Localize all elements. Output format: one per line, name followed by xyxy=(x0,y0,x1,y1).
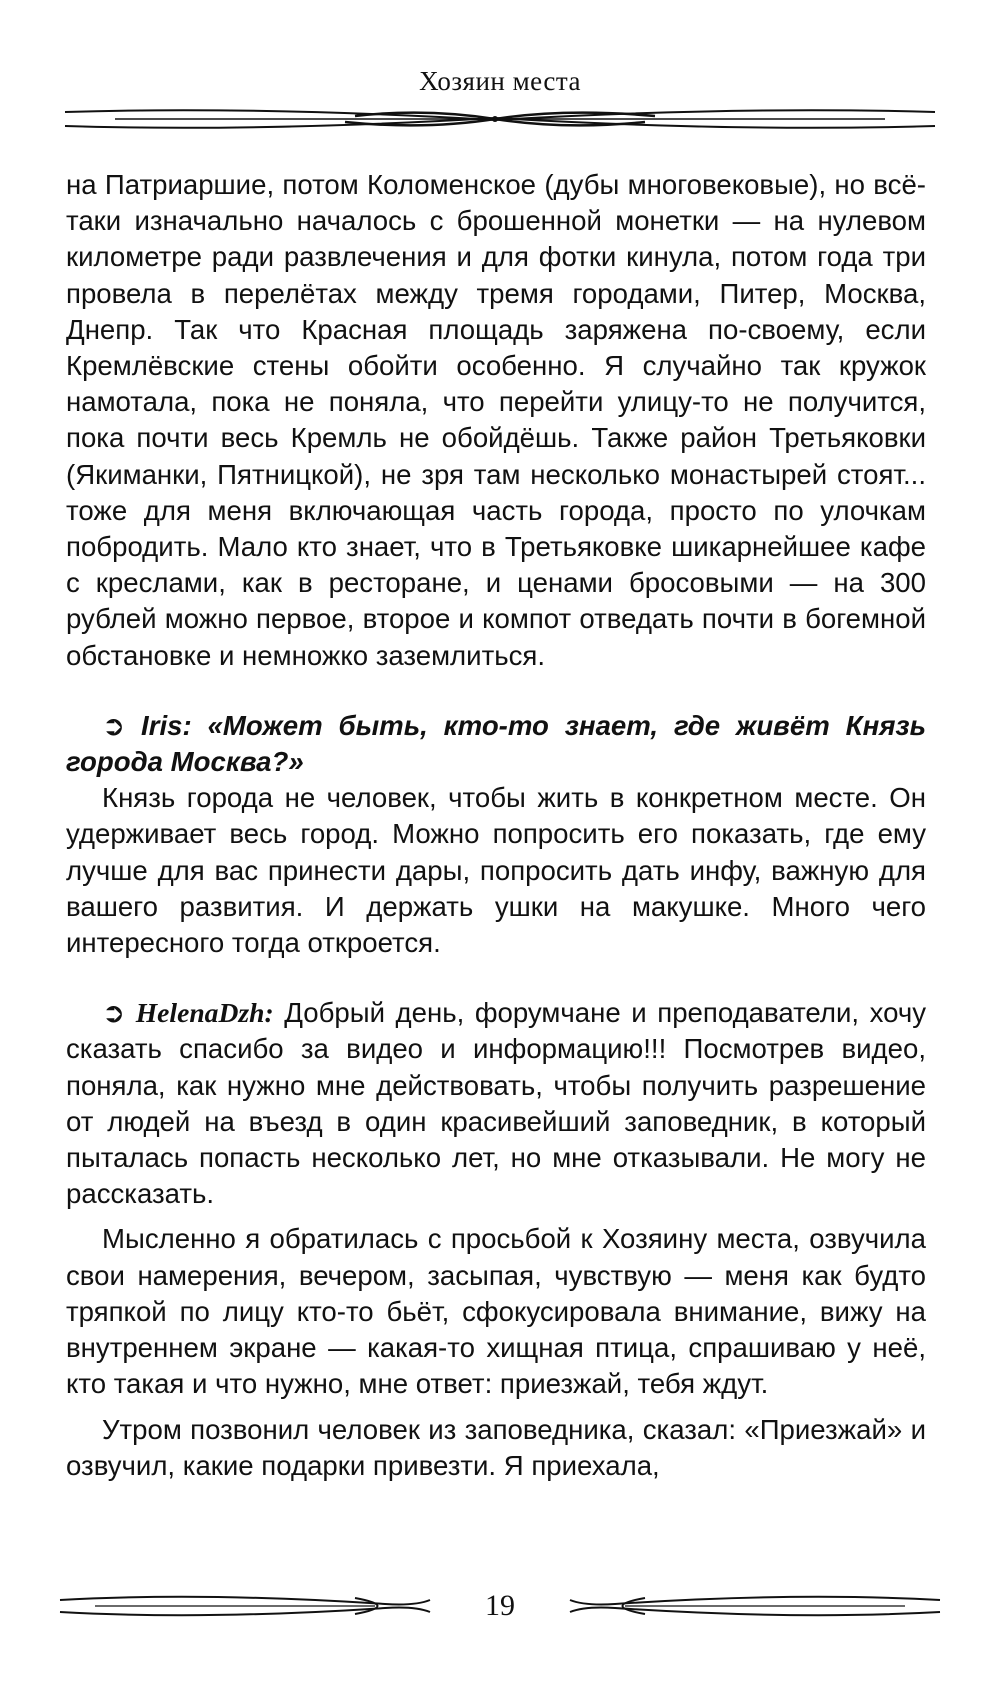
footer-ornament-right xyxy=(565,1590,945,1622)
page-body xyxy=(66,167,926,1484)
page-footer xyxy=(55,1586,945,1626)
page-number: 19 xyxy=(485,1589,515,1622)
question-iris xyxy=(66,708,926,780)
paragraph-2: Князь города не человек, чтобы жить в конкретном месте. Он удерживает весь город. Можно попросить его показать, где ему лучше для вас принести дары, попросить дать инфу, важную для вашего развития. И держать ушки на макушке. Много чего интересного тогда откроется. xyxy=(66,782,926,959)
paragraph-4: Утром позвонил человек из заповедника, сказал: «Приезжай» и озвучил, какие подарки привезти. Я приехала, xyxy=(66,1413,926,1481)
forum-arrow-icon: ➲ xyxy=(102,997,126,1029)
header-ornament-divider xyxy=(55,104,945,134)
paragraph-1: на Патриаршие, потом Коломенское (дубы многовековые), но всё-таки изначально началось с брошенной монетки — на нулевом километре ради развлечения и для фотки кинула, потом года три провела в перелётах между тремя городами, Питер, Москва, Днепр. Так что Красная площадь заряжена по-своему, если Кремлёвские стены обойти особенно. Я случайно так кружок намотала, пока не поняла, что перейти улицу-то не получится, пока почти весь Кремль не обойдёшь. Также район Третьяковки (Якиманки, Пятницкой), не зря там несколько монастырей стоят... тоже для меня включающая часть города, просто по улочкам побродить. Мало кто знает, что в Третьяковке шикарнейшее кафе с креслами, как в ресторане, и ценами бросовыми — на 300 рублей можно первое, второе и компот отведать почти в богемной обстановке и немножко заземлиться. xyxy=(66,169,926,671)
post-helenadzh xyxy=(66,995,926,1212)
post-helenadzh-author: HelenaDzh: xyxy=(135,997,274,1029)
running-header-title: Хозяин места xyxy=(419,66,581,96)
question-iris-author: Iris: xyxy=(141,709,192,741)
question-iris-text: «Может быть, кто-то знает, где живёт Князь города Москва?» xyxy=(66,709,926,778)
paragraph-3: Мысленно я обратилась с просьбой к Хозяину места, озвучила свои намерения, вечером, засыпая, чувствую — меня как будто тряпкой по лицу кто-то бьёт, сфокусировала внимание, вижу на внутреннем экране — какая-то хищная птица, спрашиваю у неё, кто такая и что нужно, мне ответ: приезжай, тебя ждут. xyxy=(66,1223,926,1400)
post-helenadzh-text: Добрый день, форумчане и преподаватели, хочу сказать спасибо за видео и информацию!!! Посмотрев видео, поняла, как нужно мне действовать, чтобы получить разрешение от людей на въезд в один красивейший заповедник, в который пыталась попасть несколько лет, но мне отказывали. Не могу не рассказать. xyxy=(66,997,927,1210)
forum-arrow-icon: ➲ xyxy=(102,709,126,741)
